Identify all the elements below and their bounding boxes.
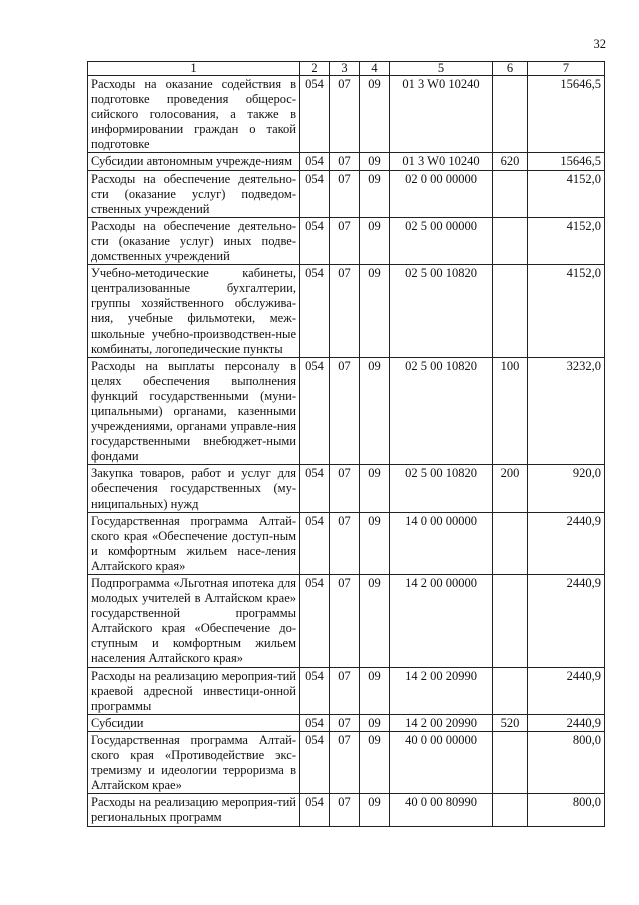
expense-type-code-cell (493, 217, 528, 264)
target-item-code-cell: 14 2 00 20990 (390, 714, 493, 731)
row-name-cell: Расходы на обеспечение деятельно-сти (оказание услуг) иных подве-домственных учреждений (88, 217, 300, 264)
column-header: 7 (528, 62, 605, 76)
amount-cell: 4152,0 (528, 170, 605, 217)
section-code-cell: 07 (330, 265, 360, 358)
row-name-cell: Расходы на реализацию мероприя-тий региональных программ (88, 794, 300, 826)
section-code-cell: 07 (330, 465, 360, 512)
expense-type-code-cell (493, 575, 528, 668)
table-row (88, 575, 605, 668)
amount-cell: 2440,9 (528, 512, 605, 574)
subsection-code-cell: 09 (360, 357, 390, 465)
amount-cell: 4152,0 (528, 265, 605, 358)
amount-cell: 3232,0 (528, 357, 605, 465)
subsection-code-cell: 09 (360, 265, 390, 358)
amount-cell: 2440,9 (528, 714, 605, 731)
table-row (88, 794, 605, 826)
expense-type-code-cell: 100 (493, 357, 528, 465)
header-row (88, 62, 605, 76)
amount-cell: 2440,9 (528, 667, 605, 714)
subsection-code-cell: 09 (360, 153, 390, 170)
subsection-code-cell: 09 (360, 512, 390, 574)
expense-type-code-cell (493, 667, 528, 714)
section-code-cell: 07 (330, 667, 360, 714)
row-name-cell: Государственная программа Алтай-ского края «Обеспечение доступ-ным и комфортным жильем насе-ления Алтайского края» (88, 512, 300, 574)
amount-cell: 2440,9 (528, 575, 605, 668)
target-item-code-cell: 01 3 W0 10240 (390, 153, 493, 170)
ministry-code-cell: 054 (300, 217, 330, 264)
subsection-code-cell: 09 (360, 731, 390, 793)
target-item-code-cell: 02 5 00 10820 (390, 265, 493, 358)
section-code-cell: 07 (330, 731, 360, 793)
target-item-code-cell: 14 0 00 00000 (390, 512, 493, 574)
row-name-cell: Подпрограмма «Льготная ипотека для молодых учителей в Алтайском крае» государственной программы Алтайского края «Обеспечение до-ступным и комфортным жильем населения Алтайского края» (88, 575, 300, 668)
ministry-code-cell: 054 (300, 170, 330, 217)
row-name-cell: Учебно-методические кабинеты, централизованные бухгалтерии, группы хозяйственного обслужива-ния, учебные фильмотеки, меж-школьные учебно-производствен-ные комбинаты, логопедические пункты (88, 265, 300, 358)
target-item-code-cell: 40 0 00 00000 (390, 731, 493, 793)
subsection-code-cell: 09 (360, 794, 390, 826)
ministry-code-cell: 054 (300, 714, 330, 731)
table-row (88, 153, 605, 170)
target-item-code-cell: 01 3 W0 10240 (390, 76, 493, 153)
target-item-code-cell: 02 5 00 10820 (390, 357, 493, 465)
ministry-code-cell: 054 (300, 465, 330, 512)
ministry-code-cell: 054 (300, 153, 330, 170)
row-name-cell: Государственная программа Алтай-ского края «Противодействие экс-тремизму и идеологии терроризма в Алтайском крае» (88, 731, 300, 793)
subsection-code-cell: 09 (360, 465, 390, 512)
expense-type-code-cell (493, 512, 528, 574)
table-row (88, 465, 605, 512)
row-name-cell: Субсидии (88, 714, 300, 731)
subsection-code-cell: 09 (360, 170, 390, 217)
section-code-cell: 07 (330, 217, 360, 264)
row-name-cell: Расходы на реализацию мероприя-тий краевой адресной инвестици-онной программы (88, 667, 300, 714)
subsection-code-cell: 09 (360, 667, 390, 714)
target-item-code-cell: 02 5 00 00000 (390, 217, 493, 264)
table-row (88, 512, 605, 574)
table-row (88, 170, 605, 217)
expense-type-code-cell (493, 170, 528, 217)
expense-type-code-cell: 200 (493, 465, 528, 512)
target-item-code-cell: 02 5 00 10820 (390, 465, 493, 512)
expense-type-code-cell: 520 (493, 714, 528, 731)
ministry-code-cell: 054 (300, 667, 330, 714)
ministry-code-cell: 054 (300, 76, 330, 153)
column-header: 3 (330, 62, 360, 76)
section-code-cell: 07 (330, 575, 360, 668)
amount-cell: 15646,5 (528, 76, 605, 153)
budget-table (87, 61, 605, 827)
row-name-cell: Расходы на выплаты персоналу в целях обеспечения выполнения функций государственными (муни-ципальными) органами, казенными учреждениями, органами управле-ния государственными внебюджет-ными фондами (88, 357, 300, 465)
section-code-cell: 07 (330, 714, 360, 731)
table-row (88, 731, 605, 793)
target-item-code-cell: 14 2 00 00000 (390, 575, 493, 668)
section-code-cell: 07 (330, 170, 360, 217)
amount-cell: 4152,0 (528, 217, 605, 264)
section-code-cell: 07 (330, 512, 360, 574)
ministry-code-cell: 054 (300, 265, 330, 358)
table-row (88, 217, 605, 264)
subsection-code-cell: 09 (360, 575, 390, 668)
target-item-code-cell: 14 2 00 20990 (390, 667, 493, 714)
section-code-cell: 07 (330, 357, 360, 465)
expense-type-code-cell (493, 265, 528, 358)
target-item-code-cell: 40 0 00 80990 (390, 794, 493, 826)
amount-cell: 15646,5 (528, 153, 605, 170)
amount-cell: 800,0 (528, 794, 605, 826)
table-row (88, 357, 605, 465)
amount-cell: 920,0 (528, 465, 605, 512)
column-header: 1 (88, 62, 300, 76)
ministry-code-cell: 054 (300, 794, 330, 826)
ministry-code-cell: 054 (300, 512, 330, 574)
table-row (88, 714, 605, 731)
column-header: 4 (360, 62, 390, 76)
expense-type-code-cell: 620 (493, 153, 528, 170)
ministry-code-cell: 054 (300, 575, 330, 668)
expense-type-code-cell (493, 76, 528, 153)
table-row (88, 76, 605, 153)
table-row (88, 265, 605, 358)
row-name-cell: Расходы на обеспечение деятельно-сти (оказание услуг) подведом-ственных учреждений (88, 170, 300, 217)
subsection-code-cell: 09 (360, 217, 390, 264)
expense-type-code-cell (493, 794, 528, 826)
section-code-cell: 07 (330, 153, 360, 170)
ministry-code-cell: 054 (300, 357, 330, 465)
ministry-code-cell: 054 (300, 731, 330, 793)
column-header: 2 (300, 62, 330, 76)
target-item-code-cell: 02 0 00 00000 (390, 170, 493, 217)
page-number: 32 (593, 37, 606, 51)
column-header: 6 (493, 62, 528, 76)
expense-type-code-cell (493, 731, 528, 793)
table-body (88, 76, 605, 827)
row-name-cell: Субсидии автономным учрежде-ниям (88, 153, 300, 170)
section-code-cell: 07 (330, 76, 360, 153)
section-code-cell: 07 (330, 794, 360, 826)
subsection-code-cell: 09 (360, 76, 390, 153)
amount-cell: 800,0 (528, 731, 605, 793)
row-name-cell: Закупка товаров, работ и услуг для обеспечения государственных (му-ниципальных) нужд (88, 465, 300, 512)
table-row (88, 667, 605, 714)
row-name-cell: Расходы на оказание содействия в подготовке проведения общерос-сийского голосования, а также в информировании граждан о такой подготовке (88, 76, 300, 153)
subsection-code-cell: 09 (360, 714, 390, 731)
column-header: 5 (390, 62, 493, 76)
